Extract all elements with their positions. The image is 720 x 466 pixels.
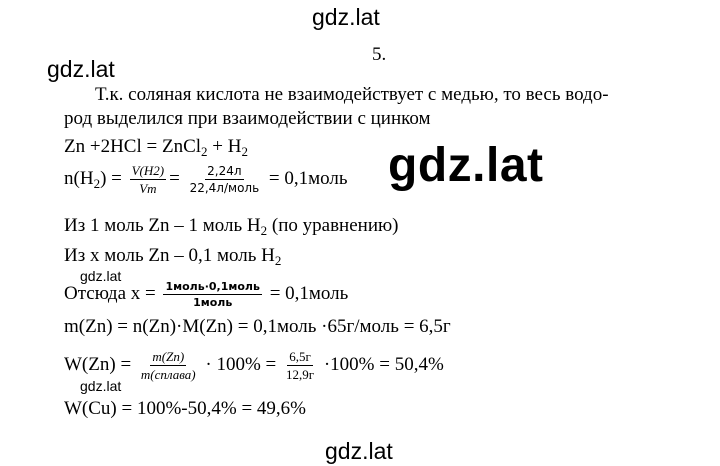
zinc-mass-equation: m(Zn) = n(Zn)·M(Zn) = 0,1моль ·65г/моль = 6,5г: [64, 316, 451, 337]
watermark-large: gdz.lat: [388, 139, 544, 192]
watermark-small-1: gdz.lat: [80, 268, 122, 284]
hydrogen-amount-equation: $n(H_2)$ = $\frac{V(H2)}{Vm}$ = $\frac{2,24л}{\text{22,4л/моль}}$ = 0,1моль: [64, 163, 348, 196]
zinc-fraction-equation: W(Zn) = $\frac{m(Zn)}{\text{m(сплава)}}$ · 100% = $\frac{6,5г}{12,9г}$ ·100% = 50,4%: [64, 349, 444, 382]
watermark-bottom: gdz.lat: [325, 438, 393, 464]
volume-ratio-fraction: $\frac{V(H2)}{Vm}$: [131, 163, 165, 196]
zinc-mass-ratio-fraction: $\frac{m(Zn)}{\text{m(сплава)}}$: [140, 349, 196, 382]
x-fraction: $\frac{\text{1моль·0,1моль}}{\text{1моль}}$: [165, 280, 260, 309]
ratio-line-2: Из x моль Zn – 0,1 моль $H_2$: [64, 245, 282, 268]
x-equation: Отсюда x = $\frac{\text{1моль·0,1моль}}{\text{1моль}}$ = 0,1моль: [64, 280, 349, 309]
zinc-values-fraction: $\frac{6,5г}{12,9г}$: [286, 349, 315, 382]
paragraph-line-1: Т.к. соляная кислота не взаимодействует с медью, то весь водо-: [95, 84, 609, 105]
watermark-top: gdz.lat: [312, 4, 380, 30]
copper-fraction-equation: W(Cu) = 100%-50,4% = 49,6%: [64, 398, 306, 419]
volume-values-fraction: $\frac{2,24л}{\text{22,4л/моль}}$: [189, 164, 260, 195]
watermark-small-2: gdz.lat: [80, 378, 122, 394]
task-number: 5.: [372, 44, 387, 65]
ratio-line-1: Из 1 моль Zn – 1 моль $H_2$ (по уравнению): [64, 215, 399, 238]
paragraph-line-2: род выделился при взаимодействии с цинком: [64, 108, 431, 129]
reaction-equation: Zn +2HCl = ZnCl$_2$ + $H_2$: [64, 136, 248, 159]
watermark-left: gdz.lat: [47, 56, 115, 82]
